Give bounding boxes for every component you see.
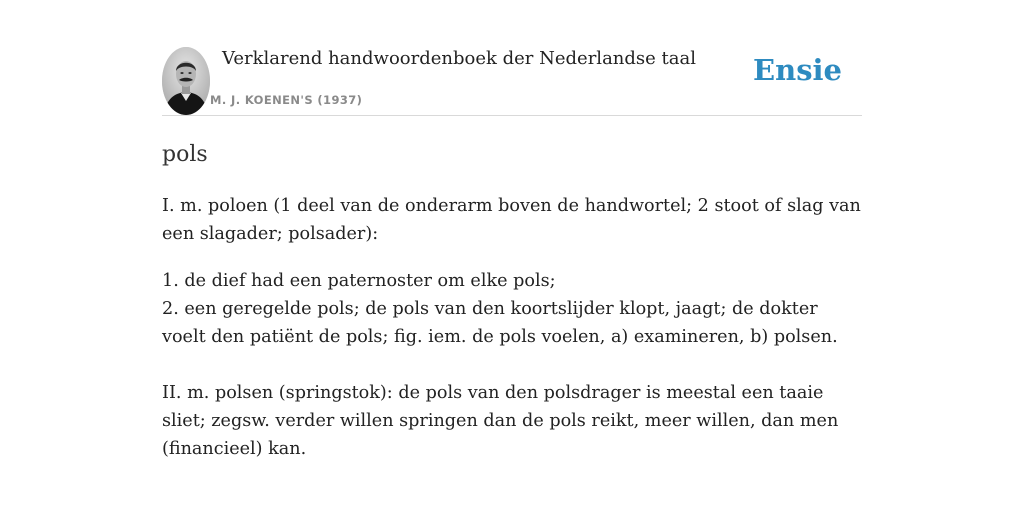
- entry-headword: pols: [162, 142, 208, 167]
- example-item-2: 2. een geregelde pols; de pols van den koortslijder klopt, jaagt; de dokter voelt den patiënt de pols; fig. iem. de pols voelen, a) examineren, b) polsen.: [162, 299, 838, 347]
- sense-one-intro: I. m. poloen (1 deel van de onderarm boven de handwortel; 2 stoot of slag van een slagader; polsader):: [162, 196, 861, 244]
- author-portrait-image: [162, 47, 210, 115]
- brand-logo-link[interactable]: Ensie: [753, 53, 842, 87]
- book-author-line: M. J. KOENEN'S (1937): [210, 93, 363, 107]
- dictionary-page: [162, 0, 862, 512]
- example-list: [162, 267, 862, 351]
- book-title: Verklarend handwoordenboek der Nederlandse taal: [222, 48, 696, 69]
- dictionary-header: [162, 44, 862, 116]
- sense-two: II. m. polsen (springstok): de pols van den polsdrager is meestal een taaie sliet; zegsw. verder willen springen dan de pols reikt, meer willen, dan men (financieel) kan.: [162, 383, 839, 459]
- example-item-1: 1. de dief had een paternoster om elke pols;: [162, 271, 556, 291]
